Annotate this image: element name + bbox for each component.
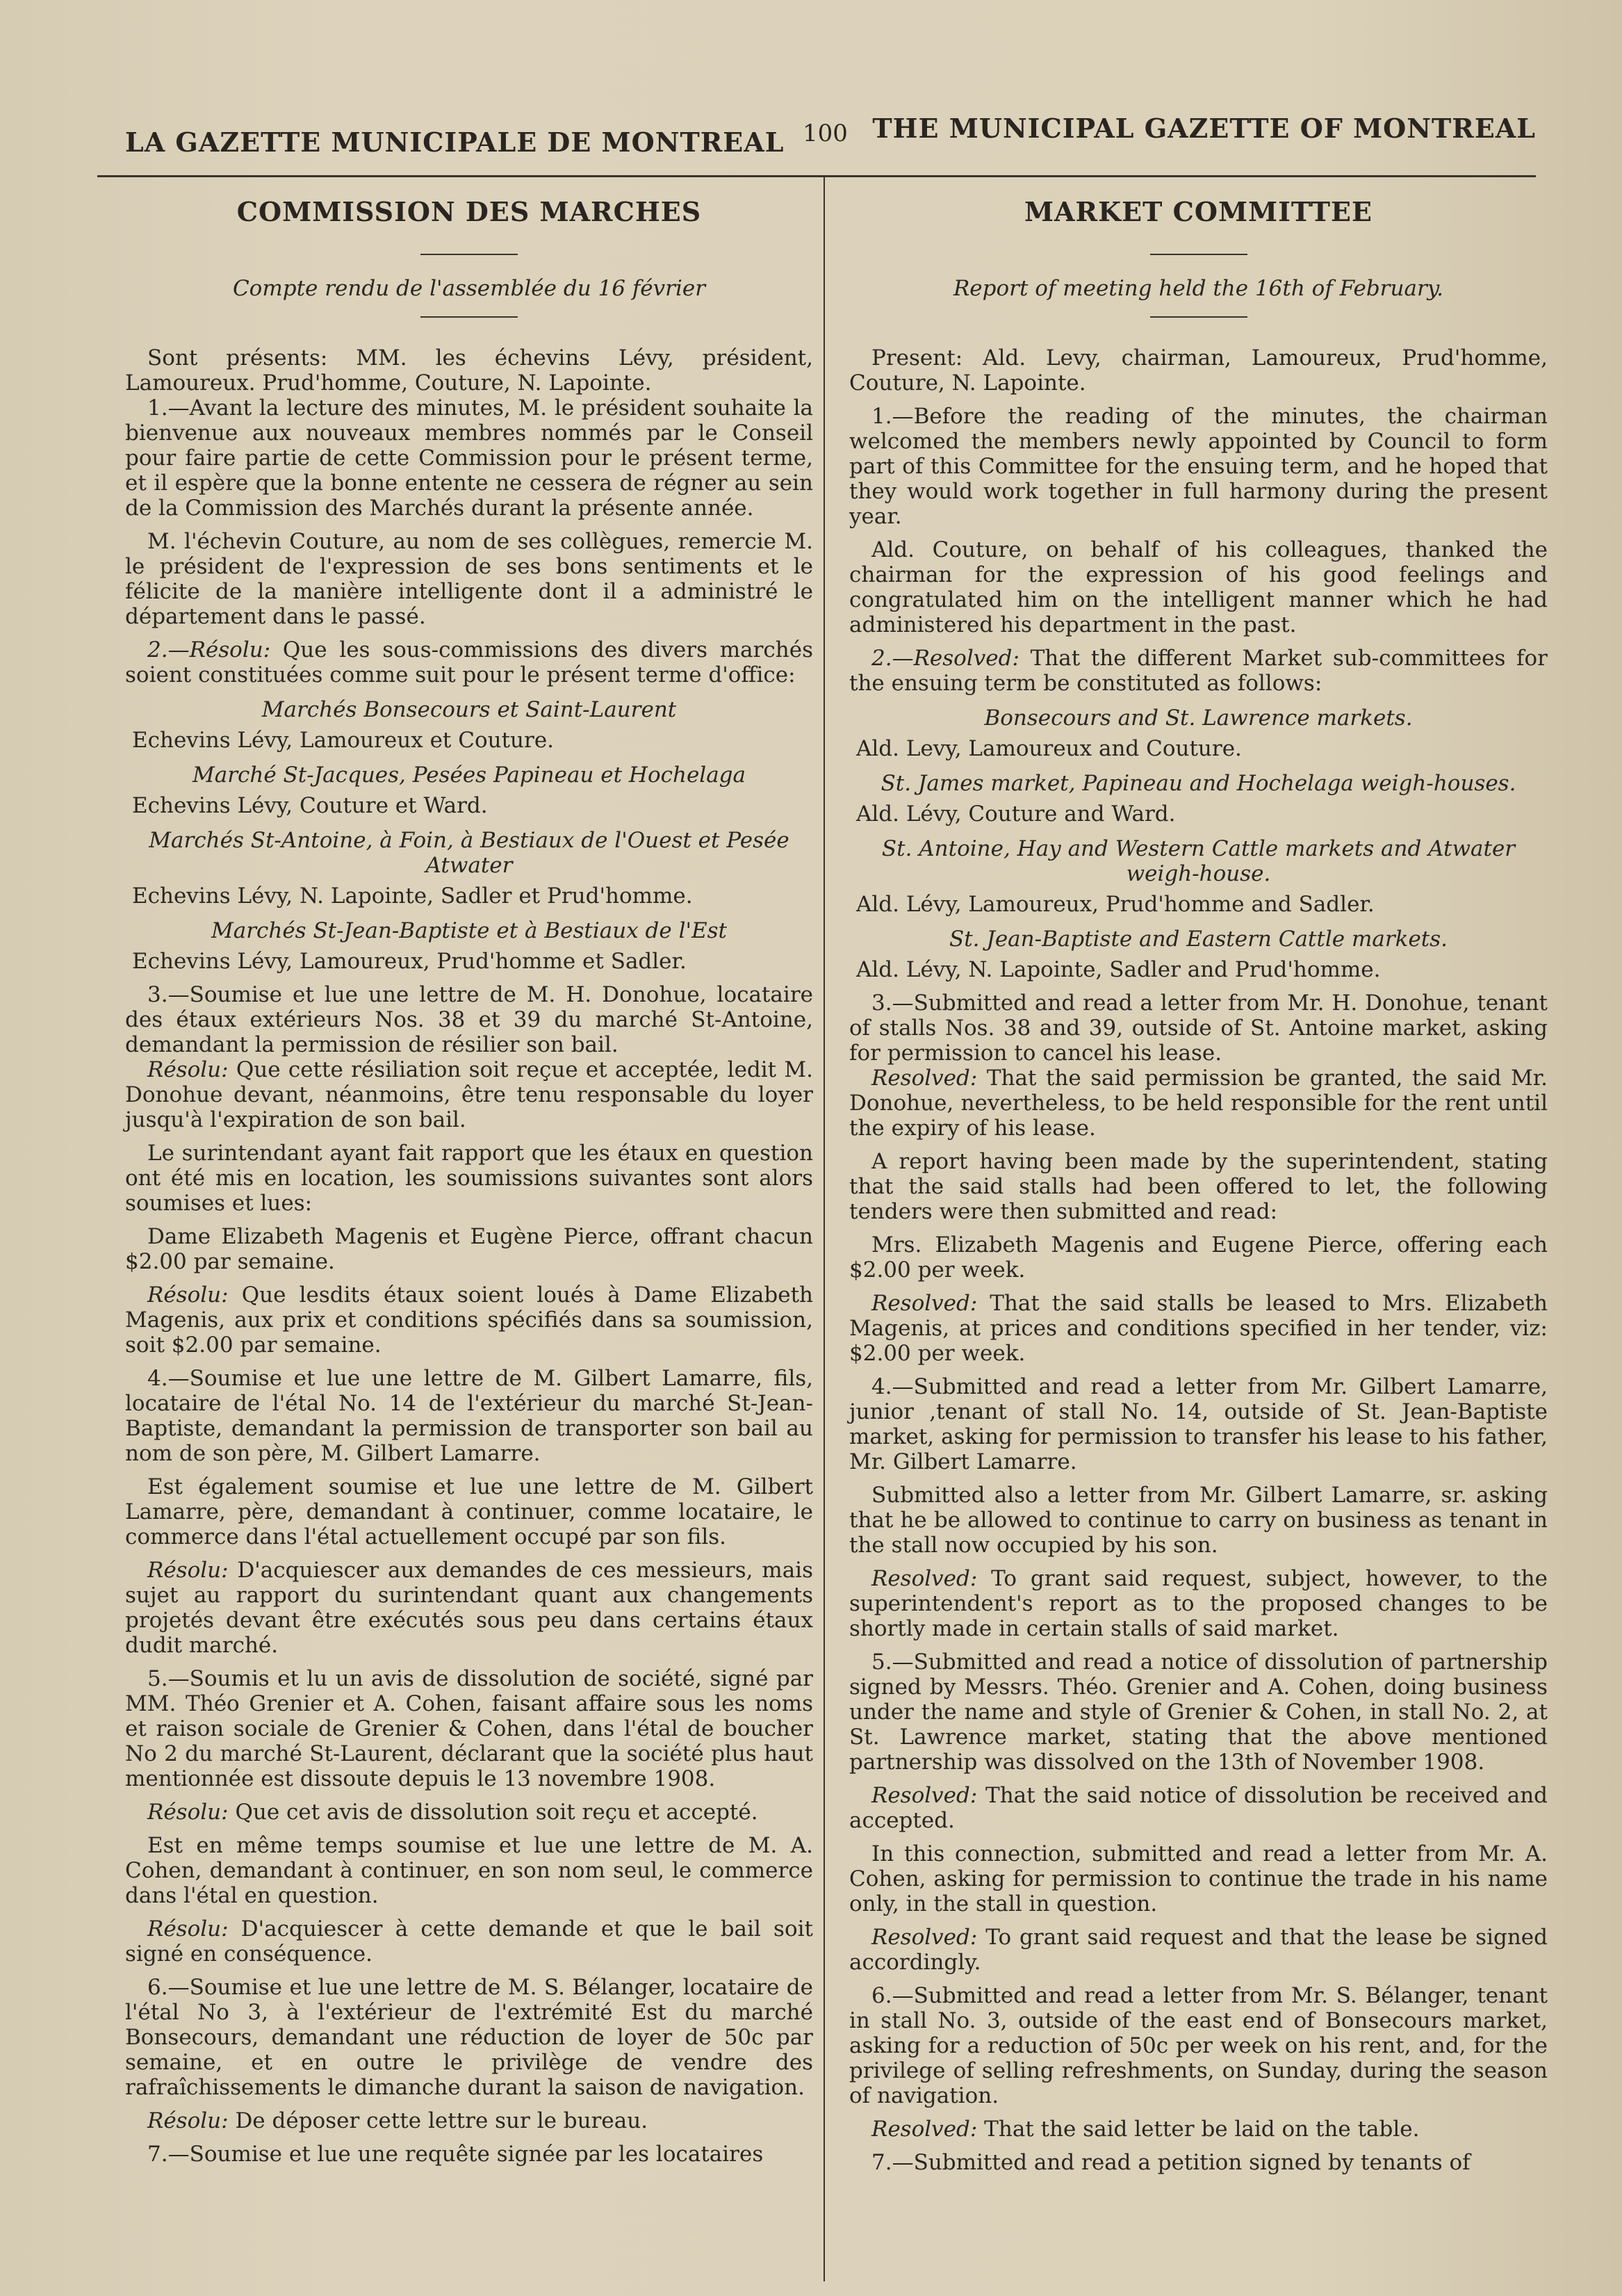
paragraph: Present: Ald. Levy, chairman, Lamoureux, Prud'homme, Couture, N. Lapointe. (849, 345, 1548, 396)
resolution-label: Résolu: (147, 2108, 229, 2133)
paragraph: Mrs. Elizabeth Magenis and Eugene Pierce, offering each $2.00 per week. (849, 1232, 1548, 1283)
paragraph-text: That the different Market sub-committees for the ensuing term be constituted as follows: (849, 646, 1548, 696)
paragraph (125, 1800, 813, 1825)
resolution-label: Resolved: (871, 2117, 978, 2142)
alderman-list: Ald. Levy, Lamoureux and Couture. (856, 736, 1242, 761)
alderman-list: Echevins Lévy, Couture et Ward. (132, 793, 488, 818)
paragraph (849, 1783, 1548, 1833)
market-heading: St. Antoine, Hay and Western Cattle markets and Atwater weigh-house. (881, 836, 1516, 886)
resolution-label: 2.—Resolved: (871, 646, 1019, 671)
market-heading: Marchés St-Jean-Baptiste et à Bestiaux de l'Est (211, 918, 728, 943)
section-subtitle-en: Report of meeting held the 16th of February. (953, 276, 1444, 301)
resolution-label: Resolved: (871, 1783, 978, 1808)
paragraph-text: Que cet avis de dissolution soit reçu et accepté. (228, 1800, 758, 1825)
resolution-label: Résolu: (147, 1916, 229, 1941)
paragraph (125, 2108, 813, 2133)
paragraph: Dame Elizabeth Magenis et Eugène Pierce, offrant chacun $2.00 par semaine. (125, 1224, 813, 1274)
alderman-list: Echevins Lévy, Lamoureux, Prud'homme et Sadler. (132, 949, 687, 974)
market-heading: St. James market, Papineau and Hochelaga weigh-houses. (880, 771, 1516, 796)
paragraph-text: That the said letter be laid on the table. (977, 2117, 1420, 2142)
alderman-list: Ald. Lévy, Couture and Ward. (856, 801, 1176, 827)
paragraph: 4.—Submitted and read a letter from Mr. Gilbert Lamarre, junior ,tenant of stall No. 14, outside of St. Jean-Baptiste market, asking for permission to transfer his lease to his father, Mr. Gilbert Lamarre. (849, 1374, 1548, 1474)
paragraph (849, 1566, 1548, 1641)
paragraph: In this connection, submitted and read a letter from Mr. A. Cohen, asking for permission to continue the trade in his name only, in the stall in question. (849, 1841, 1548, 1916)
market-heading: Marché St-Jacques, Pesées Papineau et Hochelaga (192, 763, 746, 788)
paragraph (849, 1291, 1548, 1366)
resolution-label: Resolved: (871, 1925, 978, 1950)
section-subtitle-fr: Compte rendu de l'assemblée du 16 février (232, 276, 706, 301)
paragraph: A report having been made by the superintendent, stating that the said stalls had been offered to let, the following tenders were then submitted and read: (849, 1149, 1548, 1224)
resolution-label: Resolved: (871, 1066, 978, 1091)
paragraph: Est en même temps soumise et lue une lettre de M. A. Cohen, demandant à continuer, en son nom seul, le commerce dans l'étal en question. (125, 1833, 813, 1908)
resolution-label: Resolved: (871, 1566, 978, 1591)
paragraph (849, 2117, 1548, 2142)
paragraph-text: D'acquiescer aux demandes de ces messieurs, mais sujet au rapport du surintendant quant aux changements projetés devant être exécutés sous peu dans certains étaux dudit marché. (125, 1558, 813, 1658)
resolution-label: 2.—Résolu: (147, 637, 271, 662)
header-title-fr: LA GAZETTE MUNICIPALE DE MONTREAL (125, 127, 785, 158)
column-divider (824, 175, 825, 2281)
paragraph: Sont présents: MM. les échevins Lévy, président, Lamoureux. Prud'homme, Couture, N. Lapointe. (125, 345, 813, 396)
paragraph: 4.—Soumise et lue une lettre de M. Gilbert Lamarre, fils, locataire de l'étal No. 14 de l'extérieur du marché St-Jean-Baptiste, demandant la permission de transporter son bail au nom de son père, M. Gilbert Lamarre. (125, 1366, 813, 1466)
french-column (125, 188, 813, 2167)
paragraph-text: To grant said request, subject, however, to the superintendent's report as to the proposed changes to be shortly made in certain stalls of said market. (849, 1566, 1548, 1641)
paragraph (125, 1283, 813, 1358)
header-title-en: THE MUNICIPAL GAZETTE OF MONTREAL (872, 113, 1536, 144)
page-header (125, 113, 1536, 158)
section-title-en: MARKET COMMITTEE (1024, 196, 1373, 227)
subtitle-rule (420, 316, 518, 318)
english-column (849, 188, 1548, 2175)
paragraph: 5.—Soumis et lu un avis de dissolution de société, signé par MM. Théo Grenier et A. Cohen, faisant affaire sous les noms et raison sociale de Grenier & Cohen, dans l'étal de boucher No 2 du marché St-Laurent, déclarant que la société plus haut mentionnée est dissoute depuis le 13 novembre 1908. (125, 1666, 813, 1791)
paragraph: Le surintendant ayant fait rapport que les étaux en question ont été mis en location, les soumissions suivantes sont alors soumises et lues: (125, 1141, 813, 1216)
paragraph (849, 646, 1548, 696)
subtitle-rule (1150, 316, 1247, 318)
paragraph (125, 637, 813, 687)
paragraph: 3.—Soumise et lue une lettre de M. H. Donohue, locataire des étaux extérieurs Nos. 38 et 39 du marché St-Antoine, demandant la permission de résilier son bail. (125, 982, 813, 1057)
paragraph-text: That the said stalls be leased to Mrs. Elizabeth Magenis, at prices and conditions specified in her tender, viz: $2.00 per week. (849, 1291, 1548, 1366)
paragraph (125, 1057, 813, 1132)
market-heading: Marchés Bonsecours et Saint-Laurent (261, 697, 677, 722)
paragraph: M. l'échevin Couture, au nom de ses collègues, remercie M. le président de l'expression de ses bons sentiments et le félicite de la manière intelligente dont il a administré le département dans le passé. (125, 529, 813, 629)
paragraph: Submitted also a letter from Mr. Gilbert Lamarre, sr. asking that he be allowed to continue to carry on business as tenant in the stall now occupied by his son. (849, 1483, 1548, 1558)
paragraph: 7.—Soumise et lue une requête signée par les locataires (147, 2142, 764, 2167)
paragraph (125, 1558, 813, 1658)
resolution-label: Résolu: (147, 1283, 229, 1308)
paragraph: Ald. Couture, on behalf of his colleagues, thanked the chairman for the expression of his good feelings and congratulated him on the intelligent manner which he had administered his department in the past. (849, 537, 1548, 637)
paragraph (125, 1916, 813, 1967)
paragraph (849, 1925, 1548, 1975)
paragraph: 7.—Submitted and read a petition signed by tenants of (871, 2150, 1471, 2175)
resolution-label: Resolved: (871, 1291, 978, 1316)
paragraph-text: To grant said request and that the lease be signed accordingly. (849, 1925, 1548, 1975)
alderman-list: Echevins Lévy, N. Lapointe, Sadler et Prud'homme. (132, 884, 693, 909)
resolution-label: Résolu: (147, 1057, 229, 1082)
paragraph-text: That the said permission be granted, the said Mr. Donohue, nevertheless, to be held responsible for the rent until the expiry of his lease. (849, 1066, 1548, 1141)
paragraph: 1.—Avant la lecture des minutes, M. le président souhaite la bienvenue aux nouveaux membres nommés par le Conseil pour faire partie de cette Commission pour le présent terme, et il espère que la bonne entente ne cessera de régner au sein de la Commission des Marchés durant la présente année. (125, 396, 813, 521)
title-rule (1150, 254, 1247, 255)
paragraph-text: D'acquiescer à cette demande et que le bail soit signé en conséquence. (125, 1916, 813, 1967)
paragraph-text: Que les sous-commissions des divers marchés soient constituées comme suit pour le présent terme d'office: (125, 637, 813, 687)
paragraph: 5.—Submitted and read a notice of dissolution of partnership signed by Messrs. Théo. Grenier and A. Cohen, doing business under the name and style of Grenier & Cohen, in stall No. 2, at St. Lawrence market, stating that the above mentioned partnership was dissolved on the 13th of November 1908. (849, 1650, 1548, 1775)
alderman-list: Ald. Lévy, N. Lapointe, Sadler and Prud'homme. (856, 957, 1381, 982)
paragraph: Est également soumise et lue une lettre de M. Gilbert Lamarre, père, demandant à continuer, comme locataire, le commerce dans l'étal actuellement occupé par son fils. (125, 1474, 813, 1549)
paragraph: 6.—Soumise et lue une lettre de M. S. Bélanger, locataire de l'étal No 3, à l'extérieur de l'extrémité Est du marché Bonsecours, demandant une réduction de loyer de 50c par semaine, et en outre le privilège de vendre des rafraîchissements le dimanche durant la saison de navigation. (125, 1975, 813, 2100)
paragraph-text: Que cette résiliation soit reçue et acceptée, ledit M. Donohue devant, néanmoins, être tenu responsable du loyer jusqu'à l'expiration de son bail. (125, 1057, 813, 1132)
paragraph: 1.—Before the reading of the minutes, the chairman welcomed the members newly appointed by Council to form part of this Committee for the ensuing term, and he hoped that they would work together in full harmony during the present year. (849, 404, 1548, 529)
page-number: 100 (803, 120, 848, 147)
paragraph: 3.—Submitted and read a letter from Mr. H. Donohue, tenant of stalls Nos. 38 and 39, outside of St. Antoine market, asking for permission to cancel his lease. (849, 991, 1548, 1066)
paragraph: 6.—Submitted and read a letter from Mr. S. Bélanger, tenant in stall No. 3, outside of the east end of Bonsecours market, asking for a reduction of 50c per week on his rent, and, for the privilege of selling refreshments, on Sunday, during the season of navigation. (849, 1983, 1548, 2108)
alderman-list: Ald. Lévy, Lamoureux, Prud'homme and Sadler. (856, 892, 1375, 917)
paragraph-text: Que lesdits étaux soient loués à Dame Elizabeth Magenis, aux prix et conditions spécifiés dans sa soumission, soit $2.00 par semaine. (125, 1283, 813, 1358)
market-heading: St. Jean-Baptiste and Eastern Cattle markets. (949, 927, 1448, 952)
paragraph-text: That the said notice of dissolution be received and accepted. (849, 1783, 1548, 1833)
paragraph (849, 1066, 1548, 1141)
header-rule (97, 175, 1536, 177)
market-heading: Bonsecours and St. Lawrence markets. (984, 706, 1413, 731)
market-heading: Marchés St-Antoine, à Foin, à Bestiaux de l'Ouest et Pesée Atwater (149, 828, 789, 878)
resolution-label: Résolu: (147, 1558, 229, 1583)
section-title-fr: COMMISSION DES MARCHES (236, 196, 702, 227)
alderman-list: Echevins Lévy, Lamoureux et Couture. (132, 728, 555, 753)
paragraph-text: De déposer cette lettre sur le bureau. (228, 2108, 648, 2133)
resolution-label: Résolu: (147, 1800, 229, 1825)
title-rule (420, 254, 518, 255)
